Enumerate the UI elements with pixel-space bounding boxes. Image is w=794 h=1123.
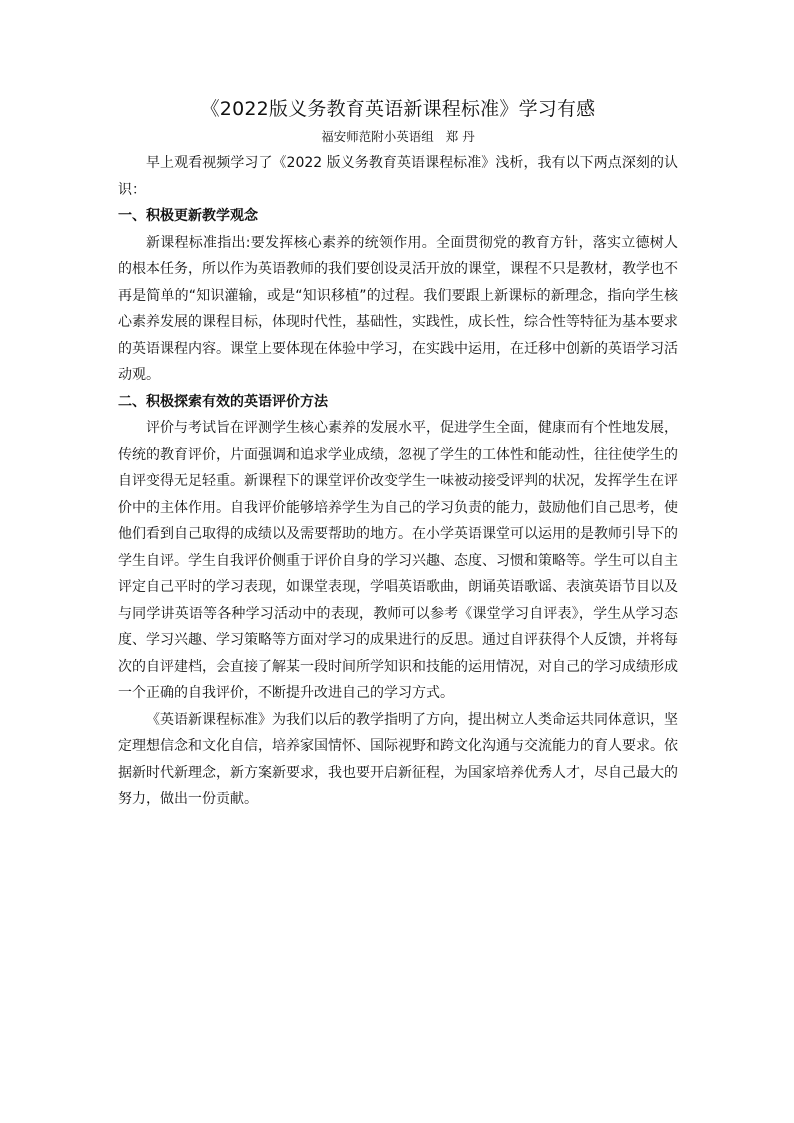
intro-paragraph: 早上观看视频学习了《2022 版义务教育英语课程标准》浅析，我有以下两点深刻的认识： [118,155,678,198]
body-paragraph: 新课程标准指出:要发挥核心素养的统领作用。全面贯彻党的教育方针，落实立德树人的根本任务，所以作为英语教师的我们要创设灵活开放的课堂，课程不只是教材，教学也不再是简单的“知识灌输，或是“知识移植”的过程。我们要跟上新课标的新理念，指向学生核心素养发展的课程目标，体现时代性，基础性，实践性，成长性，综合性等特征为基本要求的英语课程内容。课堂上要体现在体验中学习，在实践中运用，在迁移中创新的英语学习活动观。 [118,234,678,383]
closing-paragraph: 《英语新课程标准》为我们以后的教学指明了方向，提出树立人类命运共同体意识，坚定理想信念和文化自信，培养家国情怀、国际视野和跨文化沟通与交流能力的育人要求。依据新时代新理念，新方案新要求，我也要开启新征程，为国家培养优秀人才，尽自己最大的努力，做出一份贡献。 [118,711,678,807]
section-evaluation-methods [118,389,678,707]
section-heading: 一、积极更新教学观念 [118,208,258,224]
document-title: 《2022版义务教育英语新课程标准》学习有感 [200,98,596,120]
section-update-teaching-concepts [118,203,678,389]
body-paragraph: 评价与考试旨在评测学生核心素养的发展水平，促进学生全面，健康而有个性地发展，传统的教育评价，片面强调和追求学业成绩，忽视了学生的工体性和能动性，往往使学生的自评变得无足轻重。新课程下的课堂评价改变学生一味被动接受评判的状况，发挥学生在评价中的主体作用。自我评价能够培养学生为自己的学习负责的能力，鼓励他们自己思考，使他们看到自己取得的成绩以及需要帮助的地方。在小学英语课堂可以运用的是教师引导下的学生自评。学生自我评价侧重于评价自身的学习兴趣、态度、习惯和策略等。学生可以自主评定自己平时的学习表现，如课堂表现，学唱英语歌曲，朗诵英语歌谣、表演英语节目以及与同学讲英语等各种学习活动中的表现，教师可以参考《课堂学习自评表》，学生从学习态度、学习兴趣、学习策略等方面对学习的成果进行的反思。通过自评获得个人反馈，并将每次的自评建档，会直接了解某一段时间所学知识和技能的运用情况，对自己的学习成绩形成一个正确的自我评价，不断提升改进自己的学习方式。 [118,420,678,701]
document-page [118,94,678,813]
author-line: 福安师范附小英语组 郑 丹 [321,129,475,144]
section-heading: 二、积极探索有效的英语评价方法 [118,393,328,410]
